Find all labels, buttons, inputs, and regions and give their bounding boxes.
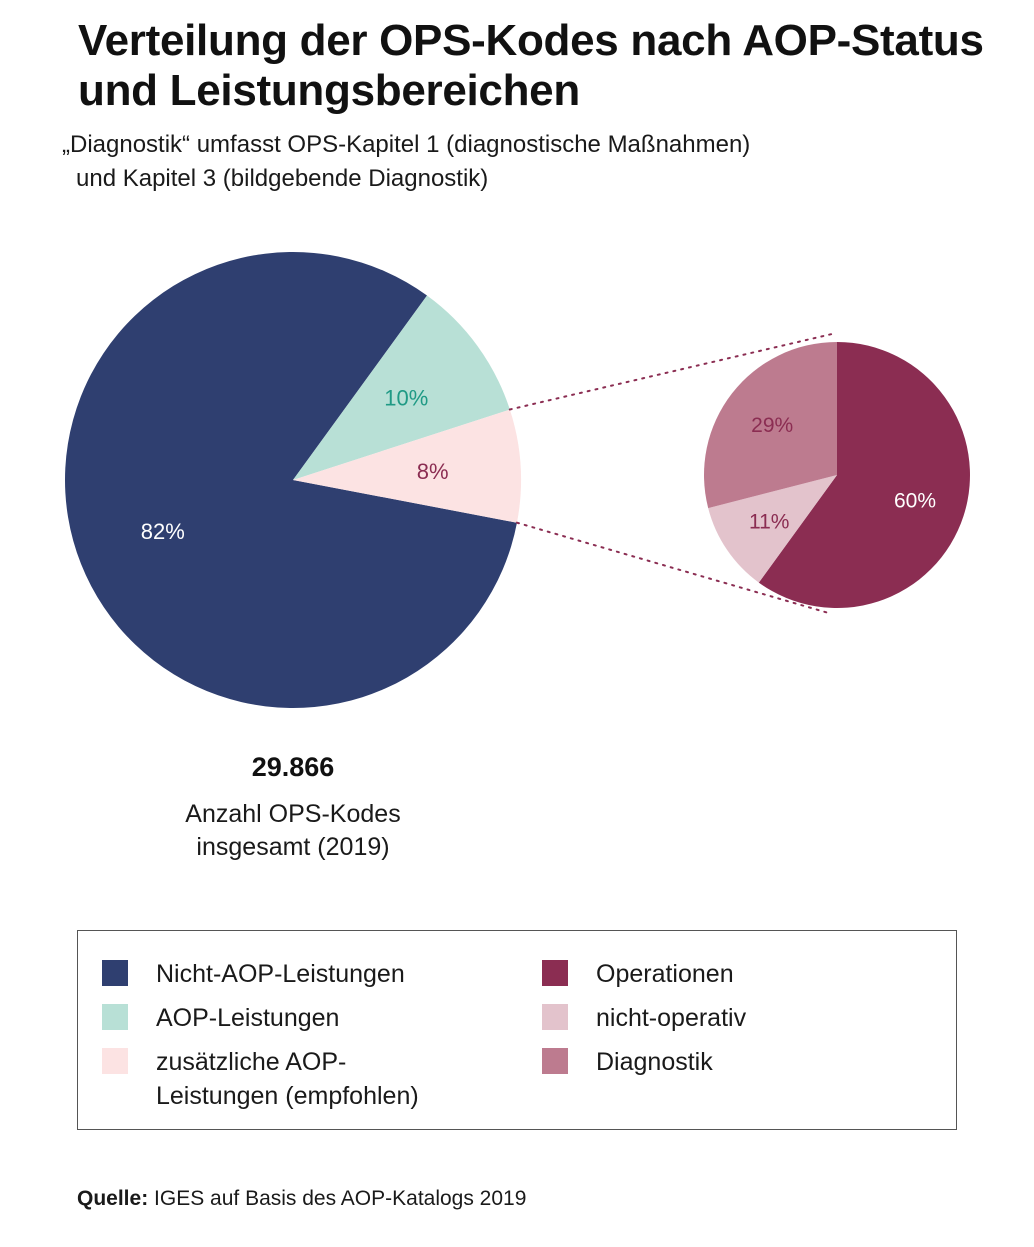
legend-item-nicht-aop	[102, 957, 405, 991]
legend-item-nicht-operativ	[542, 1001, 746, 1035]
legend-swatch	[542, 1004, 568, 1030]
legend-item-diagnostik	[542, 1045, 713, 1079]
detail-pie-label-diagnostik: 29%	[751, 414, 794, 438]
legend-label: AOP-Leistungen	[156, 1004, 340, 1032]
subtitle-line-1: „Diagnostik“ umfasst OPS-Kapitel 1 (diagnostische Maßnahmen)	[62, 131, 751, 158]
total-count: 29.866	[251, 752, 335, 782]
legend-label-line-1: zusätzliche AOP-	[156, 1048, 347, 1076]
legend-swatch	[102, 1004, 128, 1030]
total-label-line-1: Anzahl OPS-Kodes	[185, 800, 401, 828]
legend-item-zusaetzliche-aop	[102, 1045, 419, 1113]
legend-swatch	[102, 1048, 128, 1074]
legend-item-aop	[102, 1001, 339, 1035]
legend-swatch	[102, 960, 128, 986]
source-note	[77, 1187, 526, 1211]
detail-pie-label-operationen: 60%	[893, 489, 937, 513]
subtitle-line-2: und Kapitel 3 (bildgebende Diagnostik)	[76, 165, 489, 192]
legend-label: Operationen	[596, 960, 734, 988]
main-pie-label-aop-leistungen: 10%	[384, 385, 429, 411]
legend-label: nicht-operativ	[596, 1004, 747, 1032]
source-label: Quelle:	[77, 1187, 149, 1210]
legend-swatch	[542, 960, 568, 986]
main-pie-label-zusätzliche-aop-leistungen-empfohlen: 8%	[416, 458, 449, 484]
total-label-line-2: insgesamt (2019)	[196, 833, 390, 861]
legend-label-line-2: Leistungen (empfohlen)	[156, 1082, 419, 1110]
legend-item-operationen	[542, 957, 734, 991]
detail-pie-label-nicht-operativ: 11%	[748, 510, 790, 534]
legend-label: Nicht-AOP-Leistungen	[156, 960, 405, 988]
main-pie-label-nicht-aop-leistungen: 82%	[140, 519, 185, 545]
source-text: IGES auf Basis des AOP-Katalogs 2019	[148, 1187, 527, 1210]
legend-label: Diagnostik	[596, 1048, 713, 1076]
legend-swatch	[542, 1048, 568, 1074]
total-count-label	[143, 798, 443, 864]
legend	[77, 930, 957, 1130]
chart-title: Verteilung der OPS-Kodes nach AOP-Status und Leistungsbereichen	[78, 16, 984, 115]
